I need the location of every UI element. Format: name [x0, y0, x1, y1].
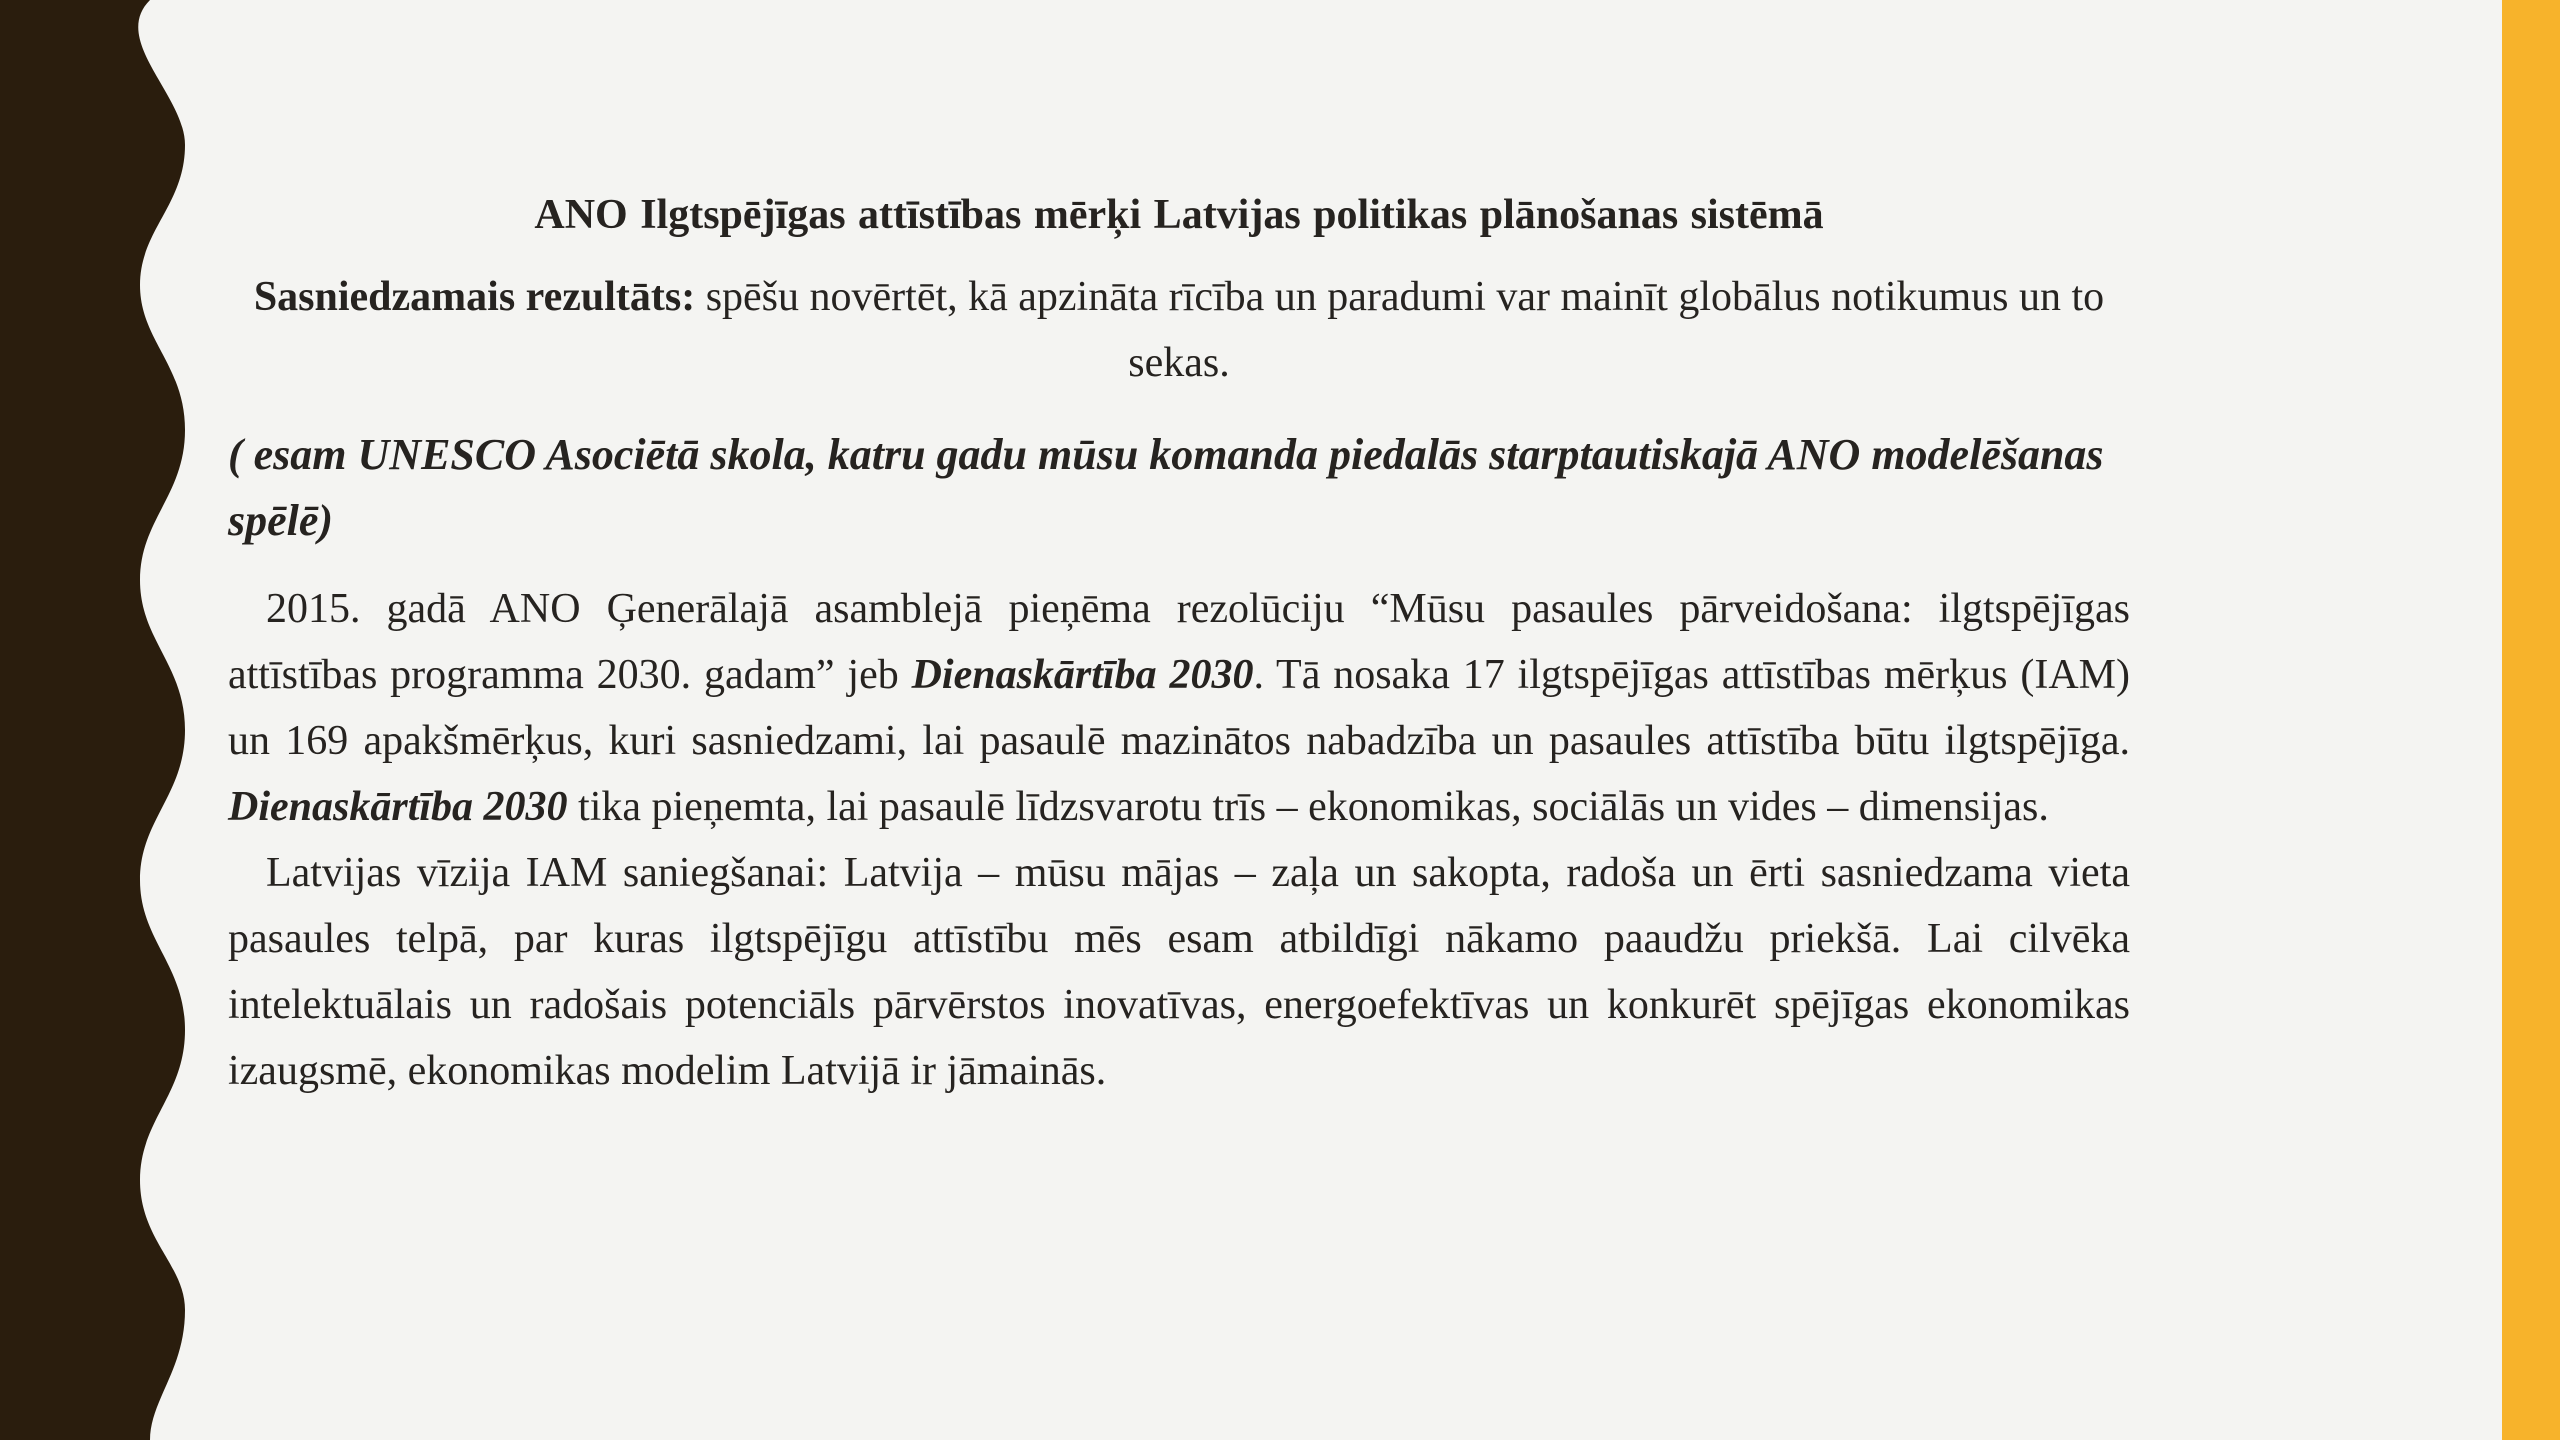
paragraph1-emphasis2: Dienaskārtība 2030 — [228, 784, 568, 830]
paragraph-agenda-2030 — [228, 576, 2130, 840]
paragraph1-emphasis1: Dienaskārtība 2030 — [911, 652, 1254, 698]
expected-result-text: spēšu novērtēt, kā apzināta rīcība un paradumi var mainīt globālus notikumus un to sekas. — [695, 274, 2105, 386]
paragraph-latvia-vision: Latvijas vīzija IAM saniegšanai: Latvija – mūsu mājas – zaļa un sakopta, radoša un ērti sasniedzama vieta pasaules telpā, par kuras ilgtspējīgu attīstību mēs esam atbildīgi nākamo paaudžu priekšā. Lai cilvēka intelektuālais un radošais potenciāls pārvērstos inovatīvas, energoefektīvas un konkurēt spējīgas ekonomikas izaugsmē, ekonomikas modelim Latvijā ir jāmainās. — [228, 850, 2130, 1094]
left-wave-shape — [0, 0, 185, 1440]
slide-content — [228, 180, 2130, 1104]
expected-result-label: Sasniedzamais rezultāts: — [253, 274, 696, 320]
slide-title: ANO Ilgtspējīgas attīstības mērķi Latvijas politikas plānošanas sistēmā — [534, 192, 1824, 238]
left-wave-decoration — [0, 0, 200, 1440]
unesco-note: ( esam UNESCO Asociētā skola, katru gadu mūsu komanda piedalās starptautiskajā ANO modelēšanas spēlē) — [228, 430, 2104, 545]
expected-result — [228, 264, 2130, 396]
paragraph1-part2: . Tā nosaka 17 ilgtspējīgas attīstības mērķus (IAM) un 169 apakšmērķus, kuri sasniedzami, lai pasaulē mazinātos nabadzība un pasaules attīstība būtu ilgtspējīga. — [228, 652, 2131, 764]
paragraph1-part3: tika pieņemta, lai pasaulē līdzsvarotu trīs – ekonomikas, sociālās un vides – dimensijas. — [567, 784, 2049, 830]
right-accent-bar — [2502, 0, 2560, 1440]
paragraph1-part1: 2015. gadā ANO Ģenerālajā asamblejā pieņēma rezolūciju “Mūsu pasaules pārveidošana: ilgtspējīgas attīstības programma 2030. gadam” jeb — [228, 586, 2130, 698]
